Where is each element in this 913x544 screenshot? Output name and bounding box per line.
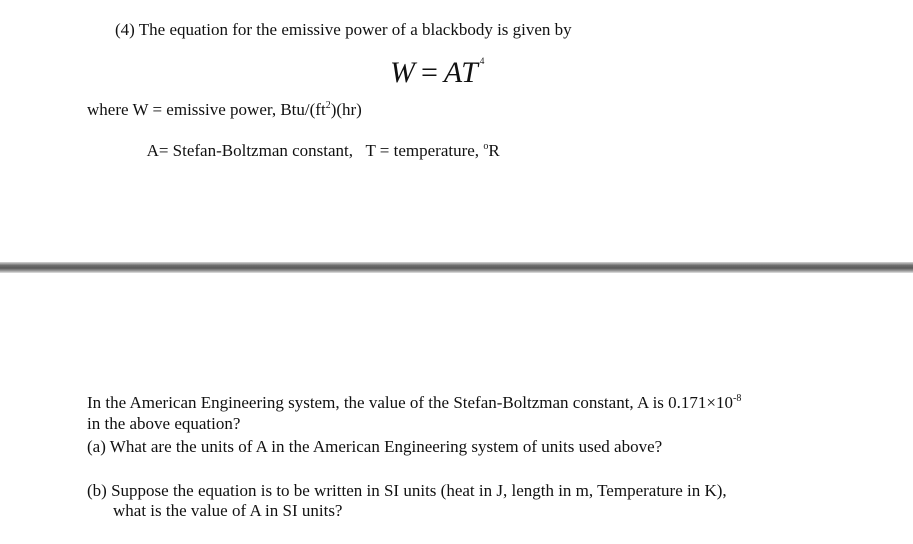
exponent-superscript: -8: [733, 393, 742, 404]
equation: [390, 44, 484, 90]
section-divider: [0, 262, 913, 273]
question-part-a: (a) What are the units of A in the American Engineering system of units used above?: [87, 437, 663, 456]
where-line-superscript: 2: [325, 100, 331, 111]
question-line-2: in the above equation?: [87, 414, 241, 433]
equation-exponent: 4: [479, 56, 485, 66]
question-part-b-line-2: what is the value of A in SI units?: [113, 501, 343, 520]
constants-line-text: A= Stefan-Boltzman constant, T = temperature,: [146, 141, 484, 160]
equation-rhs: AT: [443, 56, 478, 89]
problem-intro: (4) The equation for the emissive power of a blackbody is given by: [115, 20, 572, 39]
equation-lhs: W: [390, 56, 415, 89]
constants-line-suffix: R: [488, 141, 500, 160]
where-line-suffix: )(hr): [330, 100, 362, 119]
question-line-1: [87, 393, 741, 413]
where-line: [87, 100, 362, 120]
question-part-b-line-1: (b) Suppose the equation is to be written in SI units (heat in J, length in m, Temperature in K),: [87, 481, 727, 500]
equation-operator: =: [421, 56, 438, 89]
constants-line: [139, 121, 500, 161]
question-line-1-text: In the American Engineering system, the value of the Stefan-Boltzman constant, A is 0.171×10: [87, 393, 733, 412]
where-line-text: where W = emissive power, Btu/(ft: [87, 100, 326, 119]
degree-superscript: o: [483, 141, 489, 152]
